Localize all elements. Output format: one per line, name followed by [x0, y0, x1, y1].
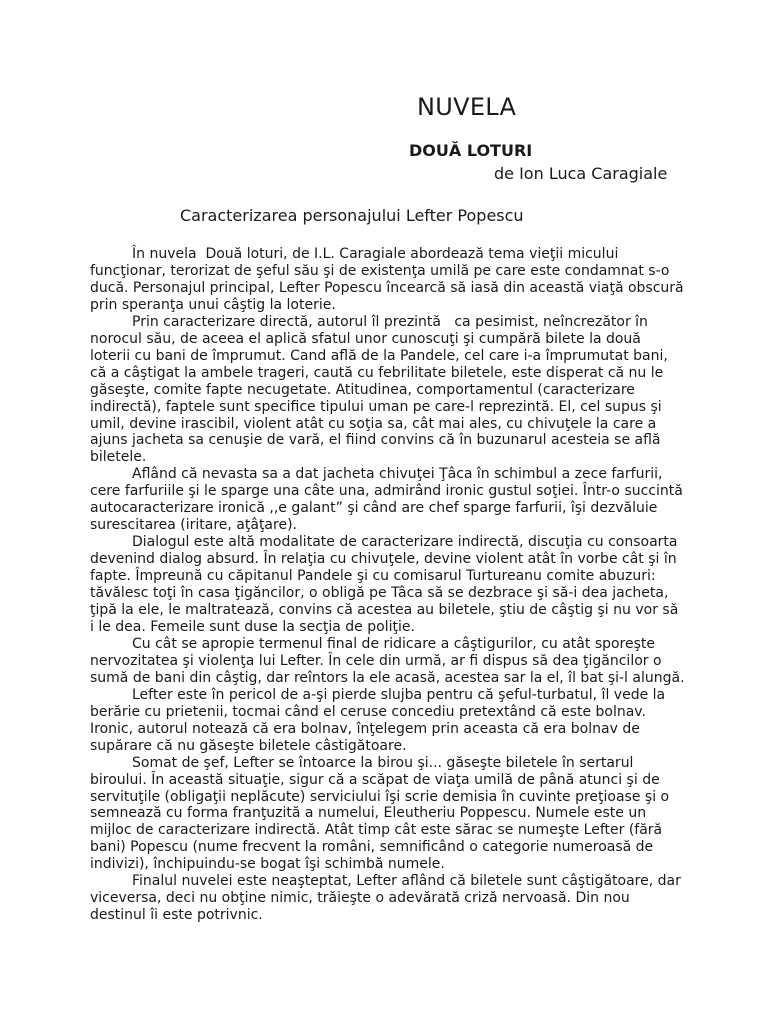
text-line: Ironic, autorul notează că era bolnav, înţelegem prin aceasta că era bolnav de — [90, 720, 640, 737]
text-line: viceversa, deci nu obţine nimic, trăieşte o adevărată criză nervoasă. Din nou — [90, 890, 630, 907]
text-line: Somat de şef, Lefter se întoarce la birou şi... găseşte biletele în sertarul — [132, 754, 634, 771]
text-line: umil, devine irascibil, violent atât cu soţia sa, cât mai ales, cu chivuţele la care a — [90, 415, 657, 432]
text-line: fapte. Împreună cu căpitanul Pandele şi cu comisarul Turtureanu comite abuzuri: — [90, 568, 656, 585]
text-line: autocaracterizare ironică ,,e galant” şi când are chef sparge farfurii, îşi dezvăluie — [90, 500, 658, 517]
text-line: loterii cu bani de împrumut. Cand află de la Pandele, cel care i-a împrumutat bani, — [90, 347, 668, 364]
text-line: ţipă la ele, le maltratează, convins că acestea au biletele, ştiu de câştig şi nu vor să — [90, 602, 679, 619]
text-line: biletele. — [90, 449, 147, 466]
text-line: i le dea. Femeile sunt duse la secţia de poliţie. — [90, 618, 415, 635]
text-line: Aflând că nevasta sa a dat jacheta chivuţei Ţâca în schimbul a zece farfurii, — [132, 466, 663, 483]
text-line: semnează cu forma franţuzită a numelui, Eleutheriu Poppescu. Numele este un — [90, 805, 647, 822]
author-line: de Ion Luca Caragiale — [494, 164, 668, 183]
text-line: funcţionar, terorizat de şeful său şi de existenţa umilă pe care este condamnat s-o — [90, 262, 670, 279]
text-line: mijloc de caracterizare indirectă. Atât timp cât este sărac se numeşte Lefter (fără — [90, 822, 663, 839]
story-title: DOUĂ LOTURI — [409, 141, 533, 160]
text-line: nervozitatea şi violenţa lui Lefter. În cele din urmă, ar fi dispus să dea ţigăncilor o — [90, 652, 662, 669]
document-title: NUVELA — [417, 93, 517, 121]
text-line: Cu cât se apropie termenul final de ridicare a câştigurilor, cu atât sporeşte — [132, 635, 656, 652]
text-line: ajuns jacheta sa cenuşie de vară, el fiind convins că în buzunarul acesteia se află — [90, 432, 661, 449]
text-line: În nuvela Două loturi, de I.L. Caragiale abordează tema vieţii micului — [132, 246, 619, 262]
text-line: găseşte, comite fapte necugetate. Atitudinea, comportamentul (caracterizare — [90, 381, 635, 398]
text-line: prin speranţa unui câştig la loterie. — [90, 296, 336, 313]
text-line: destinul îi este potrivnic. — [90, 907, 263, 924]
text-line: biroului. În această situaţie, sigur că a scăpat de viaţa umilă de până atunci şi de — [90, 771, 660, 788]
text-line: indivizi), închipuindu-se bogat îşi schimbă numele. — [90, 856, 445, 873]
text-line: tăvălesc toţi în casa ţigăncilor, o obligă pe Tâca să se dezbrace şi să-i dea jacheta, — [90, 585, 669, 602]
text-line: Dialogul este altă modalitate de caracterizare indirectă, discuţia cu consoarta — [132, 534, 678, 551]
text-line: bani) Popescu (nume frecvent la români, semnificând o categorie numeroasă de — [90, 839, 654, 856]
text-line: Lefter este în pericol de a-şi pierde slujba pentru că şeful-turbatul, îl vede la — [132, 686, 666, 703]
text-line: supărare că nu găseşte biletele câstigătoare. — [90, 737, 407, 754]
essay-heading: Caracterizarea personajului Lefter Popescu — [180, 206, 524, 225]
text-line: surescitarea (iritare, aţâţare). — [90, 517, 297, 534]
text-line: berărie cu prietenii, tocmai când el ceruse concediu pretextând că este bolnav. — [90, 703, 646, 720]
text-line: că a câştigat la ambele trageri, caută cu febrilitate biletele, este disperat că nu le — [90, 364, 664, 381]
text-line: Prin caracterizare directă, autorul îl prezintă ca pesimist, neîncrezător în — [132, 313, 648, 330]
text-line: cere farfuriile şi le sparge una câte una, admirând ironic gustul soţiei. Într-o succintă — [90, 483, 683, 500]
essay-body — [90, 246, 685, 924]
text-line: devenind dialog absurd. În relaţia cu chivuţele, devine violent atât în vorbe cât şi în — [90, 551, 677, 568]
text-line: sumă de bani din câştig, dar reîntors la ele acasă, acestea sar la el, îl bat şi-l alungă. — [90, 669, 685, 686]
text-line: indirectă), faptele sunt specifice tipului uman pe care-l reprezintă. El, cel supus şi — [90, 398, 662, 415]
text-line: Finalul nuvelei este neaşteptat, Lefter aflând că biletele sunt câştigătoare, dar — [132, 873, 681, 890]
text-line: servituţile (obligaţii neplăcute) serviciului îşi scrie demisia în cuvinte preţioase şi o — [90, 788, 670, 805]
text-line: norocul său, de aceea el aplică sfatul unor cunoscuţi şi cumpără bilete la două — [90, 330, 641, 347]
text-line: ducă. Personajul principal, Lefter Popescu încearcă să iasă din această viaţă obscură — [90, 279, 684, 296]
